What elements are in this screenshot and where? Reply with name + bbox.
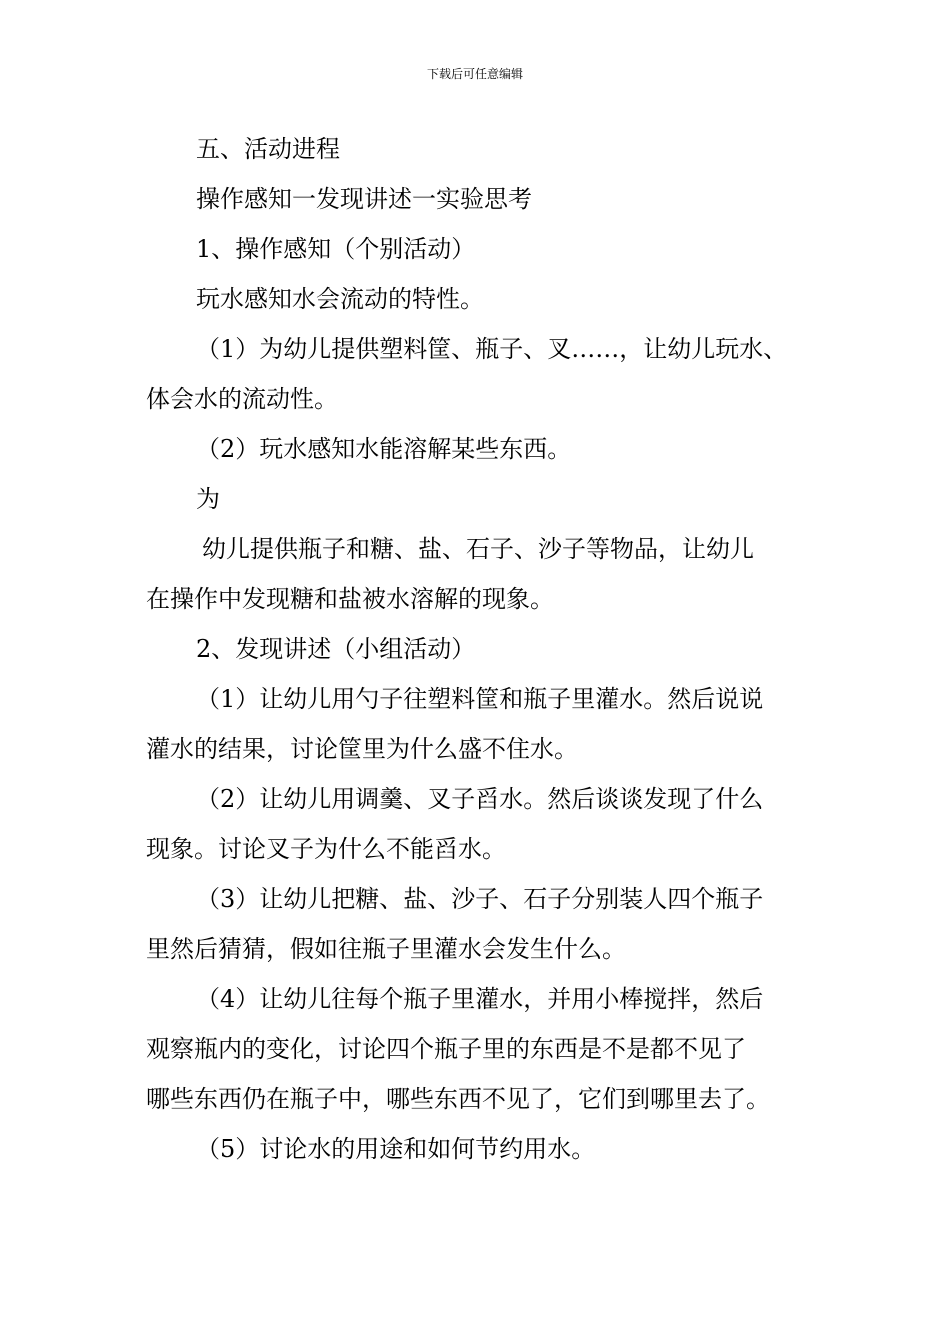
subsection-heading: 1、操作感知（个别活动） bbox=[196, 235, 476, 263]
process-summary: 操作感知一发现讲述一实验思考 bbox=[196, 185, 532, 213]
paragraph-line: 现象。讨论叉子为什么不能舀水。 bbox=[146, 835, 506, 863]
paragraph-line: （4）让幼儿往每个瓶子里灌水，并用小棒搅拌，然后 bbox=[196, 985, 764, 1013]
paragraph-line: （1）为幼儿提供塑料筐、瓶子、叉……，让幼儿玩水、 bbox=[196, 335, 788, 363]
paragraph-line: （5）讨论水的用途和如何节约用水。 bbox=[196, 1135, 596, 1163]
paragraph-line: 观察瓶内的变化，讨论四个瓶子里的东西是不是都不见了 bbox=[146, 1035, 746, 1063]
paragraph-line: 里然后猜猜，假如往瓶子里灌水会发生什么。 bbox=[146, 935, 626, 963]
subsection-heading: 2、发现讲述（小组活动） bbox=[196, 635, 476, 663]
paragraph-line: 幼儿提供瓶子和糖、盐、石子、沙子等物品，让幼儿 bbox=[202, 535, 754, 563]
paragraph-line: 为 bbox=[196, 485, 220, 513]
paragraph-line: （2）玩水感知水能溶解某些东西。 bbox=[196, 435, 572, 463]
page-header: 下载后可任意编辑 bbox=[426, 67, 523, 81]
paragraph-line: 哪些东西仍在瓶子中，哪些东西不见了，它们到哪里去了。 bbox=[146, 1085, 770, 1113]
paragraph-line: 玩水感知水会流动的特性。 bbox=[196, 285, 484, 313]
paragraph-line: （1）让幼儿用勺子往塑料筐和瓶子里灌水。然后说说 bbox=[196, 685, 764, 713]
paragraph-line: 灌水的结果，讨论筐里为什么盛不住水。 bbox=[146, 735, 578, 763]
paragraph-line: （2）让幼儿用调羹、叉子舀水。然后谈谈发现了什么 bbox=[196, 785, 764, 813]
paragraph-line: 在操作中发现糖和盐被水溶解的现象。 bbox=[146, 585, 554, 613]
paragraph-line: 体会水的流动性。 bbox=[146, 385, 338, 413]
section-heading: 五、活动进程 bbox=[196, 135, 340, 163]
paragraph-line: （3）让幼儿把糖、盐、沙子、石子分别装人四个瓶子 bbox=[196, 885, 764, 913]
